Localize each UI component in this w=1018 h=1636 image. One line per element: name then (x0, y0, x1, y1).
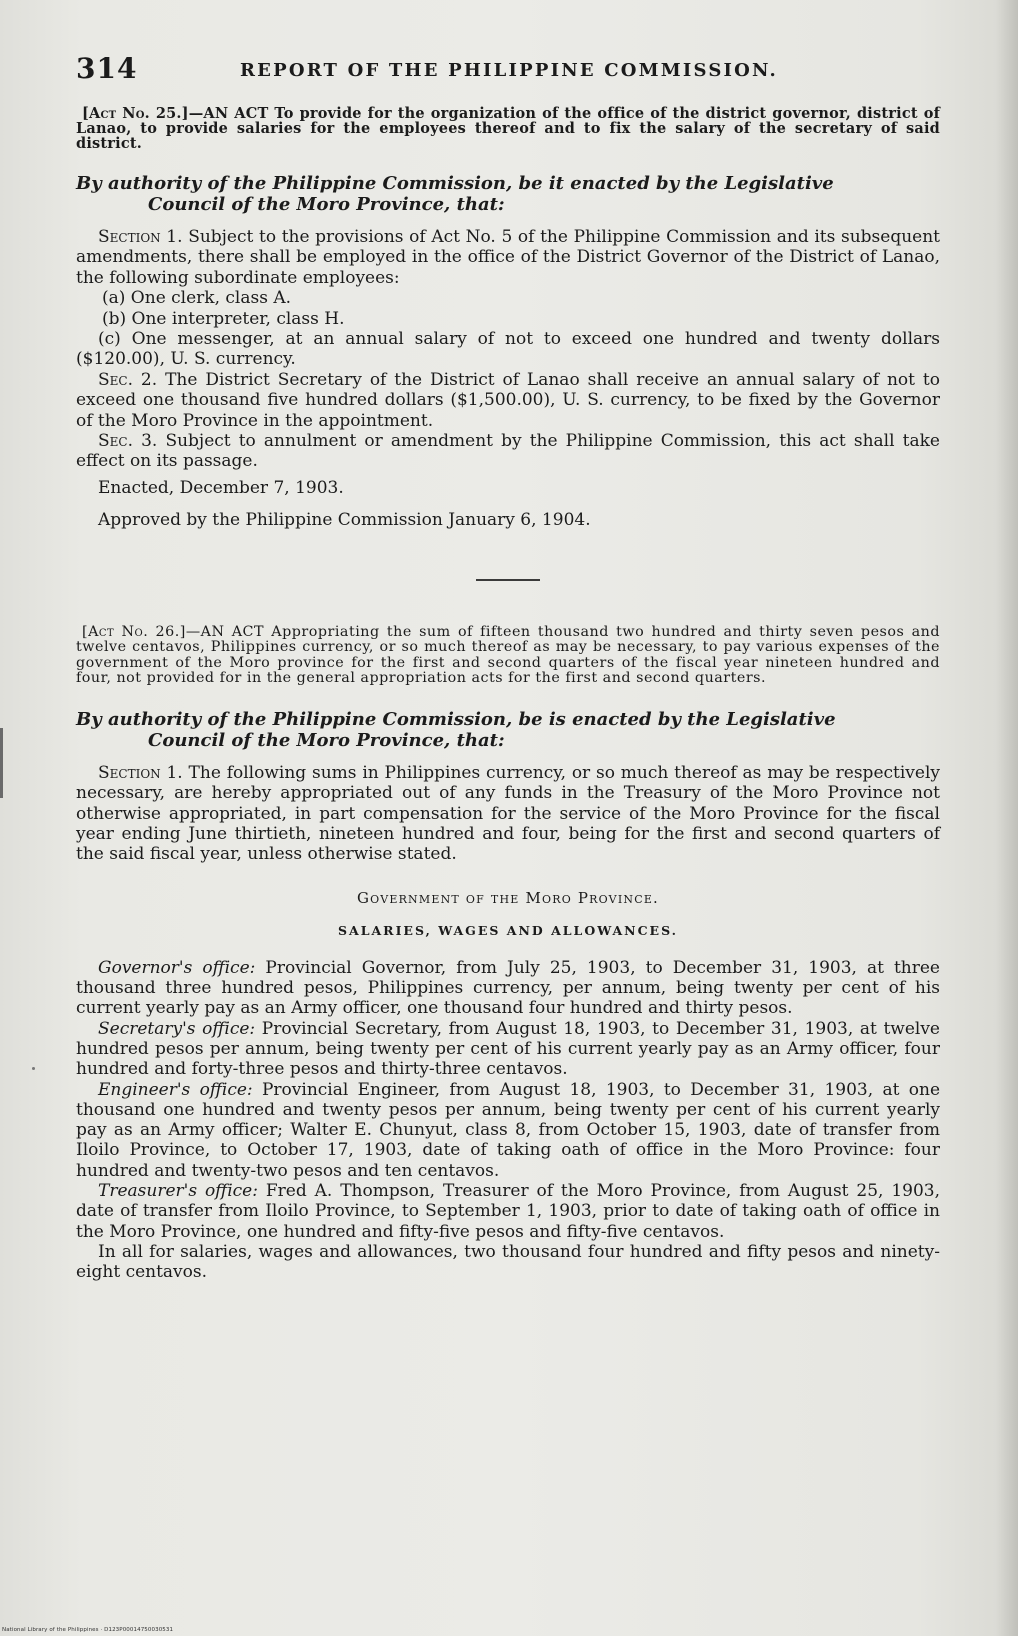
binding-mark (0, 728, 3, 798)
act-25-authority (76, 173, 940, 215)
act-25-authority-line2: Council of the Moro Province, that: (148, 194, 505, 215)
act-25-authority-line1: By authority of the Philippine Commission, be it enacted by the Legislative (76, 173, 834, 194)
salaries-total: In all for salaries, wages and allowances, two thousand four hundred and fifty pesos and ninety-eight centavos. (76, 1241, 940, 1283)
governor-office-paragraph (76, 958, 940, 1019)
act-26-authority (76, 709, 940, 751)
act-25-section-3-label: Sec. 3. (98, 431, 158, 452)
act-26-title-text: —AN ACT Appropriating the sum of fifteen thousand two hundred and thirty seven pesos and twelve centavos, Philippines currency, or so much thereof as may be necessary, to pay various expenses of the government of the Moro province for the first and second quarters of the fiscal year nineteen hundred and four, not provided for in the general appropriation acts for the first and second quarters. (76, 623, 940, 687)
act-25-section-2-text: The District Secretary of the District of Lanao shall receive an annual salary of not to exceed one thousand five hundred dollars ($1,500.00), U. S. currency, to be fixed by the Governor of the Moro Province in the appointment. (76, 369, 940, 431)
act-26-section-1 (76, 763, 940, 865)
secretary-office-label: Secretary's office: (98, 1018, 256, 1039)
act-25-section-3-text: Subject to annulment or amendment by the Philippine Commission, this act shall take effect on its passage. (76, 431, 940, 472)
page-edge-shadow (996, 0, 1018, 1636)
act-25-label: [Act No. 25.] (82, 105, 189, 122)
treasurer-office-paragraph (76, 1181, 940, 1242)
governor-office-label: Governor's office: (98, 957, 256, 978)
act-26-authority-line2: Council of the Moro Province, that: (148, 729, 505, 751)
running-head: REPORT OF THE PHILIPPINE COMMISSION. (240, 60, 779, 81)
scan-speck (32, 1067, 35, 1070)
act-25-section-1 (76, 227, 940, 288)
act-26-authority-line1: By authority of the Philippine Commission, be is enacted by the Legislative (76, 708, 836, 730)
act-26-label: [Act No. 26.] (82, 623, 186, 640)
act-25-item-c: (c) One messenger, at an annual salary of not to exceed one hundred and twenty dollars ($120.00), U. S. currency. (76, 329, 940, 370)
act-25-section-1-label: Section 1. (98, 227, 183, 247)
scan-footer: National Library of the Philippines · D123P00014750030531 (2, 1627, 174, 1633)
engineer-office-text: Provincial Engineer, from August 18, 1903, to December 31, 1903, at one thousand one hundred and twenty pesos per annum, being twenty per cent of his current yearly pay as an Army officer; Walter E. Chunyut, class 8, from October 15, 1903, date of transfer from Iloilo Province, to October 17, 1903, date of taking oath of office in the Moro Province: four hundred and twenty-two pesos and ten centavos. (76, 1079, 940, 1181)
treasurer-office-text: Fred A. Thompson, Treasurer of the Moro Province, from August 25, 1903, date of transfer from Iloilo Province, to September 1, 1903, prior to date of taking oath of office in the Moro Province, one hundred and fifty-five pesos and fifty-five centavos. (76, 1180, 940, 1242)
heading-government: Government of the Moro Province. (356, 888, 660, 907)
act-25-enacted: Enacted, December 7, 1903. (98, 477, 344, 498)
page-content (76, 106, 940, 1282)
act-25-section-2-label: Sec. 2. (98, 369, 158, 390)
page-header (76, 52, 936, 92)
act-26-title (76, 625, 940, 687)
governor-office-text: Provincial Governor, from July 25, 1903, to December 31, 1903, at three thousand three hundred pesos, Philippines currency, per annum, being twenty per cent of his current yearly pay as an Army officer, one thousand four hundred and thirty pesos. (76, 957, 940, 1019)
act-25-section-2 (76, 370, 940, 431)
page-number: 314 (76, 52, 138, 85)
engineer-office-paragraph (76, 1080, 940, 1181)
act-25-item-b: (b) One interpreter, class H. (102, 308, 345, 329)
engineer-office-label: Engineer's office: (98, 1079, 253, 1100)
act-26-section-1-text: The following sums in Philippines currency, or so much thereof as may be respectively necessary, are hereby appropriated out of any funds in the Treasury of the Moro Province not otherwise appropriated, in part compensation for the service of the Moro Province for the fiscal year ending June thirtieth, nineteen hundred and four, being for the first and second quarters of the said fiscal year, unless otherwise stated. (76, 762, 940, 865)
act-25-section-3 (76, 431, 940, 472)
act-25-section-1-text: Subject to the provisions of Act No. 5 of the Philippine Commission and its subsequent amendments, there shall be employed in the office of the District Governor of the District of Lanao, the following subordinate employees: (76, 227, 941, 288)
secretary-office-text: Provincial Secretary, from August 18, 1903, to December 31, 1903, at twelve hundred pesos per annum, being twenty per cent of his current yearly pay as an Army officer, four hundred and forty-three pesos and thirty-three centavos. (76, 1018, 940, 1080)
heading-salaries: SALARIES, WAGES AND ALLOWANCES. (337, 922, 679, 938)
secretary-office-paragraph (76, 1019, 940, 1080)
act-25-title (76, 106, 940, 151)
act-25-item-a: (a) One clerk, class A. (102, 288, 292, 309)
act-26-section-1-label: Section 1. (98, 762, 183, 783)
section-divider (476, 579, 540, 581)
act-25-title-text: —AN ACT To provide for the organization of the office of the district governor, district of Lanao, to provide salaries for the employees thereof and to fix the salary of the secretary of said district. (76, 105, 941, 152)
act-25-approved: Approved by the Philippine Commission January 6, 1904. (98, 510, 591, 531)
treasurer-office-label: Treasurer's office: (98, 1180, 258, 1201)
